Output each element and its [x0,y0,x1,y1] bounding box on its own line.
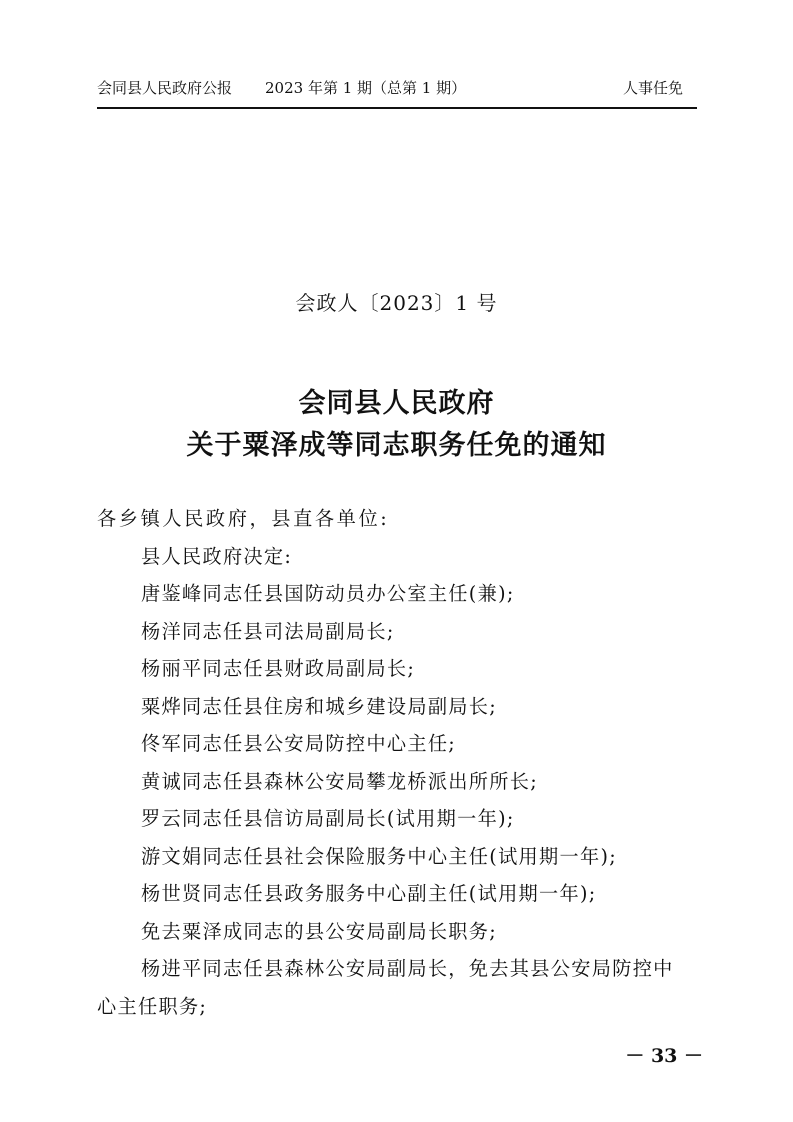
title-line-2: 关于粟泽成等同志职务任免的通知 [186,430,607,461]
appointment-item: 杨世贤同志任县政务服务中心副主任(试用期一年); [141,882,597,905]
appointment-item: 佟军同志任县公安局防控中心主任; [141,732,457,755]
page-number: － 33 － [625,1045,703,1067]
appointment-item: 罗云同志任县信访局副局长(试用期一年); [141,807,515,830]
addressee: 各乡镇人民政府，县直各单位: [97,507,390,530]
appointment-item: 粟烨同志任县住房和城乡建设局副局长; [141,694,498,718]
appointment-item: 杨丽平同志任县财政局副局长; [141,657,416,680]
running-header [97,76,697,100]
appointment-item-continuation: 心主任职务; [97,994,208,1018]
appointment-item: 杨进平同志任县森林公安局副局长，免去其县公安局防控中 [141,957,674,980]
intro-line: 县人民政府决定: [141,544,293,568]
document-number: 会政人〔2023〕1 号 [295,291,498,315]
appointment-item: 免去粟泽成同志的县公安局副局长职务; [141,919,498,943]
appointment-item: 游文娟同志任县社会保险服务中心主任(试用期一年); [141,844,618,868]
appointment-item: 杨洋同志任县司法局副局长; [141,619,395,643]
header-section: 人事任免 [622,79,683,97]
header-issue: 2023 年第 1 期（总第 1 期） [265,79,467,97]
appointment-item: 唐鉴峰同志任县国防动员办公室主任(兼); [141,582,515,605]
appointment-item: 黄诚同志任县森林公安局攀龙桥派出所所长; [141,769,539,793]
header-rule [97,107,697,109]
title-line-1: 会同县人民政府 [298,388,495,419]
header-publication: 会同县人民政府公报 [97,79,233,97]
notice-body [97,500,703,1025]
